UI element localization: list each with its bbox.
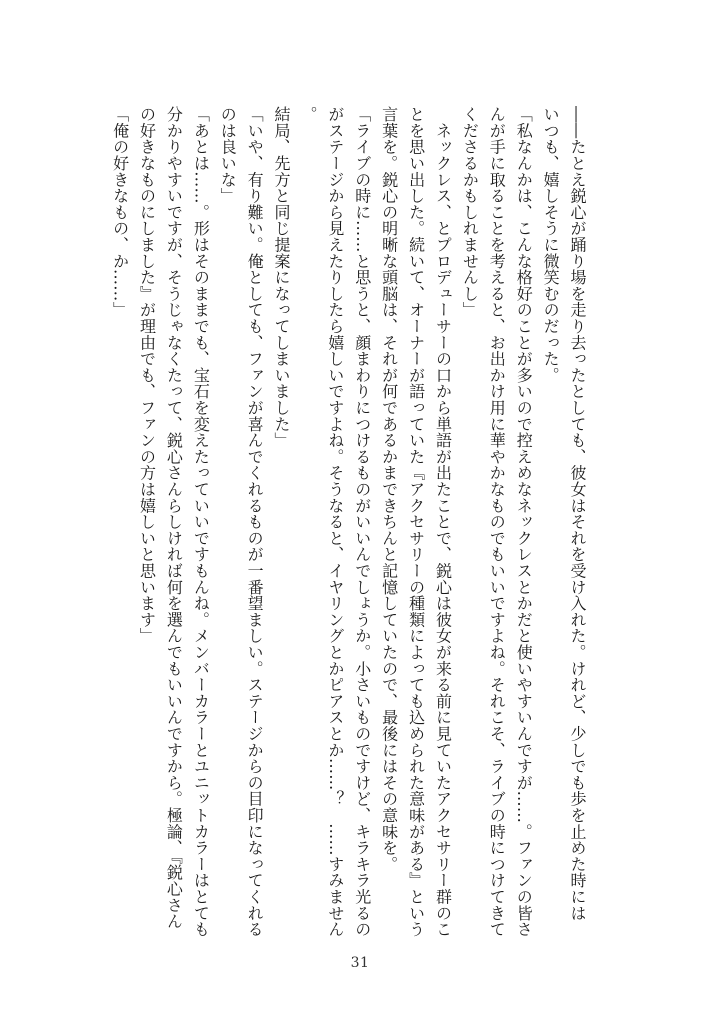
text-line: のは良いな」 [218, 106, 238, 204]
text-line: 「俺の好きなもの、か……」 [110, 106, 130, 318]
text-line: 結局、先方と同じ提案になってしまいました」 [272, 106, 292, 449]
text-line: くださるかもしれませんし」 [460, 106, 480, 318]
page-number: 31 [350, 955, 370, 971]
text-line: いつも、嬉しそうに微笑むのだった。 [541, 106, 561, 384]
text-line: の好きなものにしました』が理由でも、ファンの方は嬉しいと思います」 [137, 106, 157, 644]
text-line: 言葉を。鋭心の明晰な頭脳は、それが何であるかまできちんと記憶していたので、最後にはその意味を。 [379, 106, 399, 873]
text-line: とを思い出した。続いて、オーナーが語っていた『アクセサリーの種類によっても込められた意味がある』という [406, 106, 426, 938]
text-line: 分かりやすいですが、そうじゃなくたって、鋭心さんらしければ何を選んでもいいんですから。極論、『鋭心さん [164, 106, 184, 930]
text-line: 「いや、有り難い。俺としても、ファンが喜んでくれるものが一番望ましい。ステージからの目印になってくれる [245, 106, 265, 938]
text-line: 「あとは……。形はそのままでも、宝石を変えたっていいですもんね。メンバーカラーとユニットカラーはとても [191, 106, 211, 938]
text-line: 「私なんかは、こんな格好のことが多いので控えめなネックレスとかだと使いやすいんですが……。ファンの皆さ [514, 106, 534, 938]
body-text-vertical [110, 106, 590, 938]
text-line: んが手に取ることを考えると、お出かけ用に華やかなものでもいいですよね。それこそ、ライブの時につけてきて [487, 106, 507, 938]
text-line: がステージから見えたりしたら嬉しいですよね。そうなると、イヤリングとかピアスとか……？ ……すみません。 [298, 106, 345, 938]
text-line: 「ライブの時に……と思うと、顔まわりにつけるものがいいんでしょうか。小さいものですけど、キラキラ光るの [352, 106, 372, 938]
text-line: ネックレス、とプロデューサーの口から単語が出たことで、鋭心は彼女が来る前に見ていたアクセサリー群のこ [433, 106, 453, 938]
text-line: ――たとえ鋭心が踊り場を走り去ったとしても、彼女はそれを受け入れた。けれど、少しでも歩を止めた時には [568, 106, 587, 921]
